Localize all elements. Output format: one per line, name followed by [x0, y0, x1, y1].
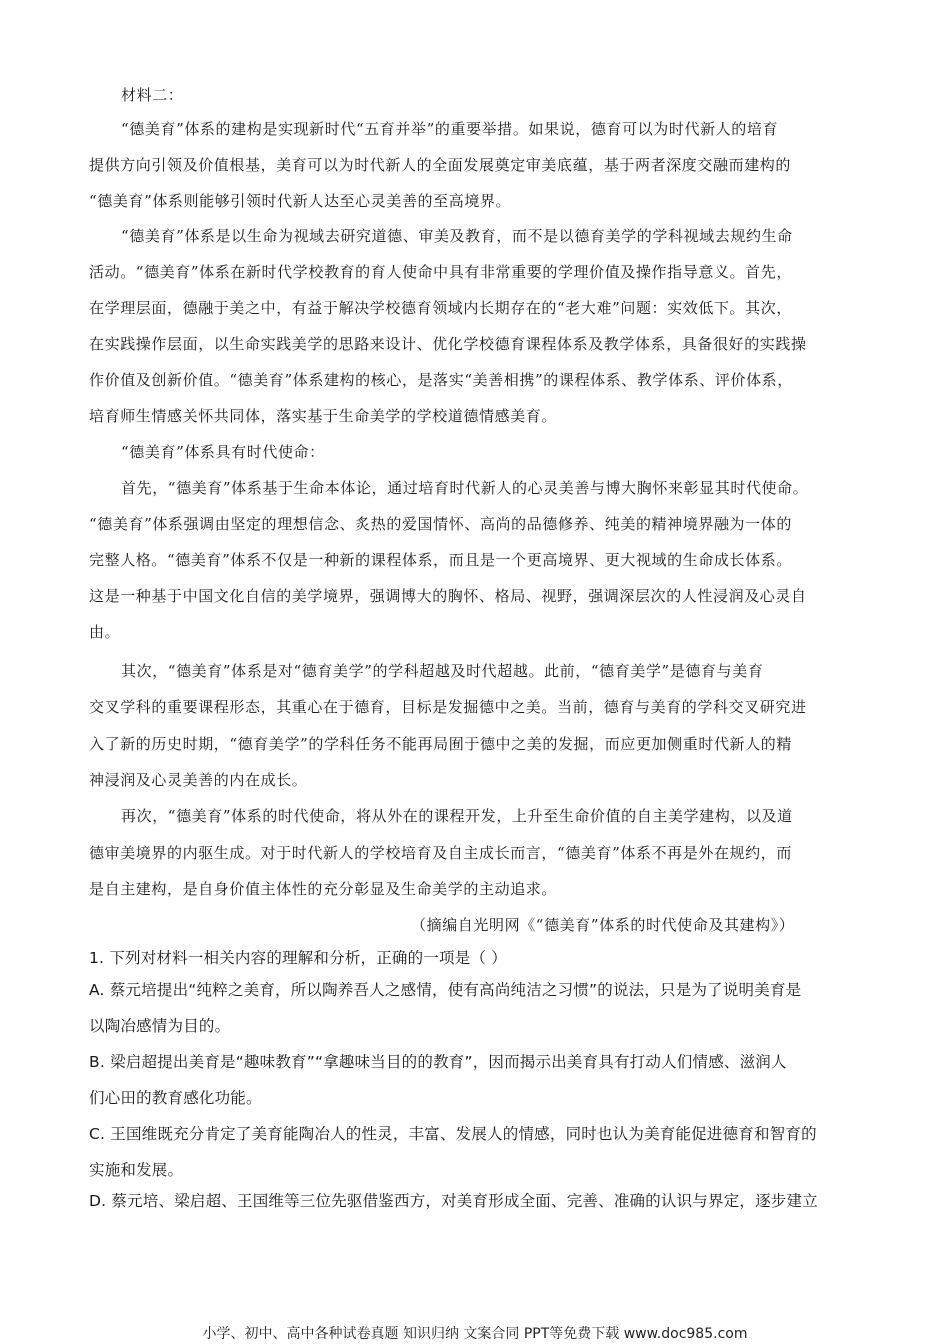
material-heading: 材料二：	[121, 86, 184, 104]
option-b-continuation: 们心田的教育感化功能。	[89, 1089, 262, 1107]
paragraph-line: “德美育”体系则能够引领时代新人达至心灵美善的至高境界。	[89, 192, 512, 210]
option-c-continuation: 实施和发展。	[89, 1161, 184, 1179]
source-citation: （摘编自光明网《“德美育”体系的时代使命及其建构》）	[411, 916, 795, 934]
paragraph-line: 在实践操作层面，以生命实践美学的思路来设计、优化学校德育课程体系及教学体系，具备很好的实践操	[89, 335, 807, 353]
paragraph-line: 完整人格。“德美育”体系不仅是一种新的课程体系，而且是一个更高境界、更大视域的生命成长体系。	[89, 551, 792, 569]
paragraph-line: 交叉学科的重要课程形态，其重心在于德育，目标是发掘德中之美。当前，德育与美育的学科交叉研究进	[89, 698, 807, 716]
paragraph-line: “德美育”体系的建构是实现新时代“五育并举”的重要举措。如果说，德育可以为时代新人的培育	[121, 120, 779, 138]
question-stem: 1. 下列对材料一相关内容的理解和分析，正确的一项是（ ）	[89, 949, 507, 967]
paragraph-line: 再次，“德美育”体系的时代使命，将从外在的课程开发，上升至生命价值的自主美学建构，以及道	[121, 807, 793, 825]
paragraph-line: 德审美境界的内驱生成。对于时代新人的学校培育及自主成长而言，“德美育”体系不再是外在规约，而	[89, 844, 792, 862]
paragraph-line: 作价值及创新价值。“德美育”体系建构的核心，是落实“美善相携”的课程体系、教学体系、评价体系，	[89, 371, 793, 389]
paragraph-line: 培育师生情感关怀共同体，落实基于生命美学的学校道德情感美育。	[89, 407, 558, 425]
paragraph-line: 由。	[89, 623, 121, 641]
paragraph-line: “德美育”体系是以生命为视域去研究道德、审美及教育，而不是以德育美学的学科视域去规约生命	[121, 227, 793, 245]
paragraph-line: 提供方向引领及价值根基，美育可以为时代新人的全面发展奠定审美底蕴，基于两者深度交融而建构的	[89, 156, 792, 174]
paragraph-line: “德美育”体系强调由坚定的理想信念、炙热的爱国情怀、高尚的品德修养、纯美的精神境界融为一体的	[89, 515, 792, 533]
paragraph-line: 在学理层面，德融于美之中，有益于解决学校德育领域内长期存在的“老大难”问题：实效低下。其次，	[89, 299, 792, 317]
paragraph-line: 是自主建构，是自身价值主体性的充分彰显及生命美学的主动追求。	[89, 880, 558, 898]
paragraph-line: 神浸润及心灵美善的内在成长。	[89, 771, 308, 789]
paragraph-line: 首先，“德美育”体系基于生命本体论，通过培育时代新人的心灵美善与博大胸怀来彰显其时代使命。	[121, 479, 809, 497]
paragraph-line: 这是一种基于中国文化自信的美学境界，强调博大的胸怀、格局、视野，强调深层次的人性浸润及心灵自	[89, 587, 807, 605]
page-footer: 小学、初中、高中各种试卷真题 知识归纳 文案合同 PPT等免费下载 www.doc985.com	[202, 1326, 748, 1342]
option-b: B. 梁启超提出美育是“趣味教育”“拿趣味当目的的教育”，因而揭示出美育具有打动人们情感、滋润人	[89, 1053, 787, 1071]
paragraph-line: 活动。“德美育”体系在新时代学校教育的育人使命中具有非常重要的学理价值及操作指导意义。首先，	[89, 263, 792, 281]
paragraph-line: 入了新的历史时期，“德育美学”的学科任务不能再局囿于德中之美的发掘，而应更加侧重时代新人的精	[89, 735, 792, 753]
option-c: C. 王国维既充分肯定了美育能陶冶人的性灵，丰富、发展人的情感，同时也认为美育能促进德育和智育的	[89, 1125, 817, 1143]
paragraph-line: 其次，“德美育”体系是对“德育美学”的学科超越及时代超越。此前，“德育美学”是德育与美育	[121, 662, 764, 680]
paragraph-line: “德美育”体系具有时代使命：	[121, 443, 325, 461]
option-d: D. 蔡元培、梁启超、王国维等三位先驱借鉴西方，对美育形成全面、完善、准确的认识与界定，逐步建立	[89, 1192, 818, 1210]
option-a: A. 蔡元培提出“纯粹之美育，所以陶养吾人之感情，使有高尚纯洁之习惯”的说法，只是为了说明美育是	[89, 981, 802, 999]
option-a-continuation: 以陶冶感情为目的。	[89, 1017, 231, 1035]
